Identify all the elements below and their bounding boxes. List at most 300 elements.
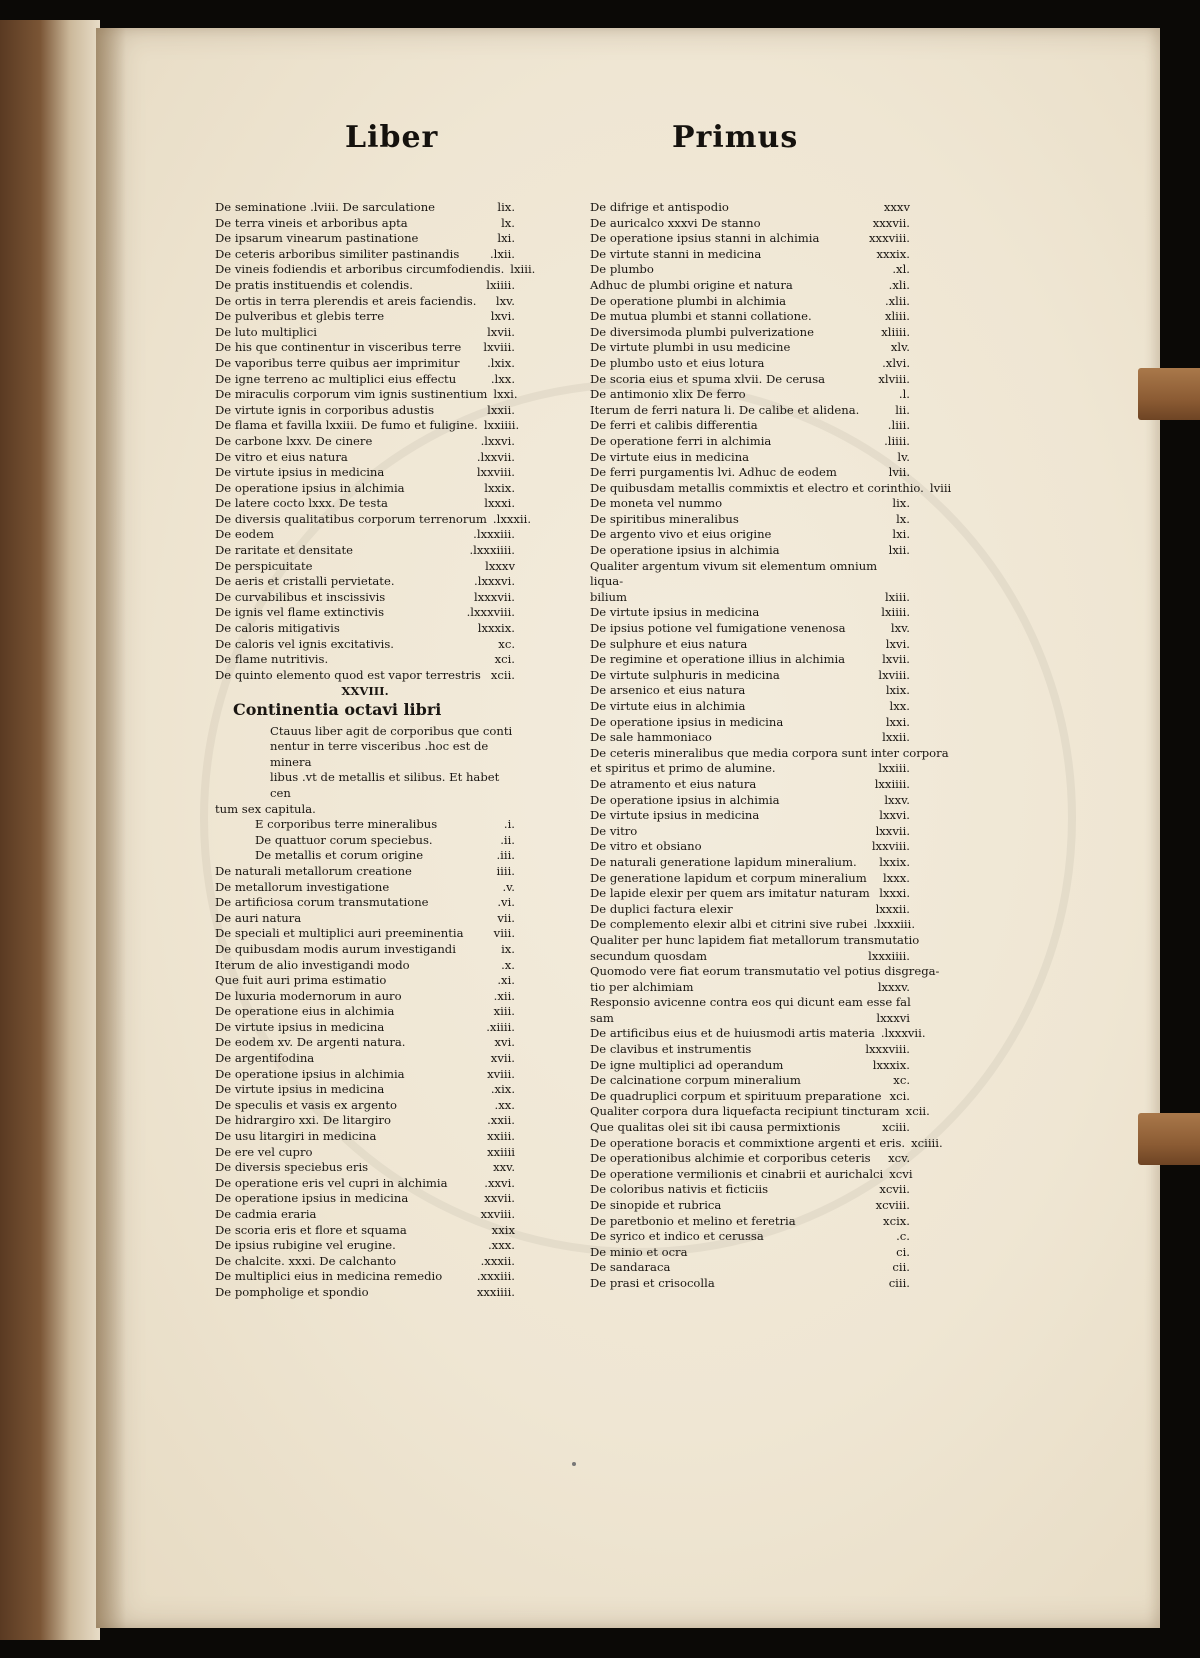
entry-text: De igne terreno ac multiplici eius effectu bbox=[215, 371, 457, 386]
entry-number: .lxxxiiii. bbox=[469, 543, 515, 558]
entry-text: De operatione ipsius in alchimia bbox=[215, 1066, 405, 1081]
entry-text: De hidrargiro xxi. De litargiro bbox=[215, 1113, 391, 1128]
entry-number: lxxx. bbox=[882, 870, 910, 885]
toc-entry bbox=[215, 668, 515, 684]
entry-text: De arsenico et eius natura bbox=[590, 683, 746, 698]
entry-text: De igne multiplici ad operandum bbox=[590, 1057, 784, 1072]
entry-text: De operatione ipsius stanni in alchimia bbox=[590, 231, 820, 246]
toc-entry bbox=[215, 450, 515, 466]
toc-entry bbox=[215, 1191, 515, 1207]
entry-number: lx. bbox=[896, 511, 910, 526]
entry-text: bilium bbox=[590, 589, 628, 604]
entry-text: De operatione ipsius in medicina bbox=[590, 714, 784, 729]
toc-entry bbox=[215, 880, 515, 896]
entry-text: De operatione ipsius in medicina bbox=[215, 1191, 409, 1206]
entry-text: De virtute ipsius in medicina bbox=[215, 1019, 385, 1034]
toc-entry bbox=[215, 511, 532, 528]
toc-entry bbox=[590, 699, 910, 715]
entry-text: De minio et ocra bbox=[590, 1244, 688, 1259]
entry-number: .xix. bbox=[490, 1082, 515, 1097]
entry-number: .lxii. bbox=[489, 246, 515, 261]
entry-number: xciiii. bbox=[911, 1135, 943, 1150]
entry-text: De speciali et multiplici auri preeminentia bbox=[215, 926, 464, 941]
toc-entry bbox=[590, 637, 910, 653]
toc-entry bbox=[215, 864, 515, 880]
entry-text: De operatione vermilionis et cinabrii et aurichalci bbox=[590, 1166, 884, 1181]
entry-text: De carbone lxxv. De cinere bbox=[215, 433, 373, 448]
toc-entry bbox=[590, 450, 910, 466]
entry-text: De lapide elexir per quem ars imitatur naturam bbox=[590, 886, 870, 901]
toc-entry bbox=[215, 387, 518, 403]
clasp-strap-top bbox=[1138, 368, 1200, 420]
entry-number: xc. bbox=[893, 1073, 910, 1088]
entry-number: lxxxii. bbox=[875, 901, 910, 916]
entry-text: De caloris mitigativis bbox=[215, 621, 340, 636]
entry-number: lxviii. bbox=[878, 667, 910, 682]
entry-number: lxxxiiii. bbox=[868, 948, 910, 963]
entry-number: lxxv. bbox=[884, 792, 910, 807]
toc-entry bbox=[215, 1113, 515, 1129]
entry-number: lxxviii. bbox=[871, 839, 910, 854]
entry-text: De ortis in terra plerendis et areis faciendis. bbox=[215, 293, 477, 308]
entry-text: De quinto elemento quod est vapor terrestris bbox=[215, 667, 481, 682]
toc-entry bbox=[215, 262, 536, 278]
entry-text: De vaporibus terre quibus aer imprimitur bbox=[215, 355, 460, 370]
entry-text: De coloribus nativis et ficticiis bbox=[590, 1182, 769, 1197]
toc-entry bbox=[215, 278, 515, 294]
entry-text: De virtute ipsius in medicina bbox=[215, 465, 385, 480]
entry-text: De complemento elexir albi et citrini sive rubei bbox=[590, 917, 868, 932]
entry-number: .lxxxvi. bbox=[474, 574, 515, 589]
entry-text: De operationibus alchimie et corporibus ceteris bbox=[590, 1151, 871, 1166]
entry-number: lxxvii. bbox=[875, 823, 910, 838]
entry-text: De operatione ipsius in alchimia bbox=[590, 543, 780, 558]
entry-number: .liiii. bbox=[884, 433, 910, 448]
entry-number: lxxxix. bbox=[872, 1057, 910, 1072]
entry-number: cii. bbox=[892, 1260, 910, 1275]
entry-text: De sandaraca bbox=[590, 1260, 671, 1275]
toc-entry bbox=[590, 1182, 910, 1198]
toc-entry bbox=[590, 1166, 913, 1183]
entry-number: lxvii. bbox=[882, 652, 910, 667]
toc-entry bbox=[590, 1276, 910, 1292]
toc-entry bbox=[215, 231, 515, 247]
entry-text: De ipsius potione vel fumigatione venenosa bbox=[590, 621, 846, 636]
toc-entry bbox=[215, 895, 515, 911]
entry-number: .xli. bbox=[888, 277, 910, 292]
entry-text: De calcinatione corpum mineralium bbox=[590, 1073, 801, 1088]
toc-entry bbox=[590, 1089, 910, 1105]
entry-number: lxx. bbox=[889, 699, 910, 713]
entry-text: De virtute plumbi in usu medicine bbox=[590, 340, 791, 355]
entry-text: Que fuit auri prima estimatio bbox=[215, 973, 387, 988]
entry-number: lxxxv. bbox=[877, 979, 910, 994]
entry-number: lxxix. bbox=[879, 854, 910, 869]
entry-number: lviii bbox=[929, 480, 952, 495]
entry-line: De ceteris mineralibus que media corpora sunt inter corpora bbox=[590, 745, 949, 760]
toc-entry bbox=[590, 1104, 930, 1120]
entry-number: xcix. bbox=[883, 1213, 910, 1228]
entry-text: De auricalco xxxvi De stanno bbox=[590, 215, 761, 230]
entry-text: De his que continentur in visceribus terre bbox=[215, 340, 462, 355]
entry-text: De argento vivo et eius origine bbox=[590, 527, 772, 542]
entry-number: .v. bbox=[502, 879, 515, 894]
left-page-edge bbox=[0, 20, 100, 1640]
entry-text: De atramento et eius natura bbox=[590, 776, 757, 791]
entry-number: xxxv bbox=[883, 200, 910, 214]
entry-number: xxv. bbox=[493, 1160, 515, 1175]
toc-entry bbox=[215, 543, 515, 559]
entry-text: De difrige et antispodio bbox=[590, 200, 729, 214]
wrapped-entry-tail bbox=[590, 590, 910, 606]
entry-text: De ferri purgamentis lvi. Adhuc de eodem bbox=[590, 465, 837, 480]
entry-text: De quibusdam modis aurum investigandi bbox=[215, 941, 456, 956]
entry-number: lii. bbox=[895, 402, 910, 417]
entry-text: Qualiter corpora dura liquefacta recipiunt tincturam bbox=[590, 1104, 900, 1119]
entry-number: .lxxxii. bbox=[492, 511, 532, 526]
toc-entry bbox=[590, 496, 910, 512]
entry-text: De diversis speciebus eris bbox=[215, 1160, 369, 1175]
entry-text: De pratis instituendis et colendis. bbox=[215, 277, 413, 292]
entry-number: vii. bbox=[497, 910, 515, 925]
toc-entry bbox=[215, 1254, 515, 1270]
entry-number: xxviii. bbox=[480, 1207, 515, 1221]
entry-number: xcvii. bbox=[879, 1182, 910, 1197]
entry-text: De vitro bbox=[590, 823, 638, 838]
wrapped-entry bbox=[590, 964, 940, 980]
toc-entry bbox=[215, 1269, 515, 1285]
toc-entry bbox=[215, 1223, 515, 1239]
entry-text: De metallorum investigatione bbox=[215, 879, 390, 894]
entry-number: lix. bbox=[497, 200, 515, 214]
toc-entry bbox=[215, 294, 515, 310]
entry-text: De plumbo usto et eius lotura bbox=[590, 355, 765, 370]
toc-entry bbox=[590, 621, 910, 637]
toc-entry bbox=[590, 480, 952, 497]
toc-entry bbox=[215, 1176, 515, 1192]
entry-text: De curvabilibus et inscissivis bbox=[215, 589, 386, 604]
entry-text: De pulveribus et glebis terre bbox=[215, 309, 385, 324]
wrapped-entry bbox=[590, 995, 910, 1011]
entry-number: lxxiiii. bbox=[874, 776, 910, 791]
toc-entry bbox=[590, 855, 910, 871]
entry-number: .xii. bbox=[493, 988, 515, 1003]
toc-entry bbox=[590, 777, 910, 793]
entry-number: .c. bbox=[896, 1229, 910, 1244]
toc-entry bbox=[215, 1051, 515, 1067]
toc-entry bbox=[215, 465, 515, 481]
entry-line: Quomodo vere fiat eorum transmutatio vel potius disgrega- bbox=[590, 964, 940, 979]
entry-text: Que qualitas olei sit ibi causa permixtionis bbox=[590, 1120, 841, 1135]
right-entry-list bbox=[590, 776, 916, 933]
entry-text: De auri natura bbox=[215, 910, 302, 925]
running-head-left: Liber bbox=[345, 120, 439, 155]
entry-number: lxxii. bbox=[487, 402, 515, 417]
entry-number: lxxxv bbox=[485, 558, 515, 573]
entry-text: De virtute ipsius in medicina bbox=[215, 1082, 385, 1097]
wrapped-entry-tail bbox=[590, 761, 910, 777]
toc-entry bbox=[590, 652, 910, 668]
entry-text: De virtute stanni in medicina bbox=[590, 246, 762, 261]
entry-number: ix. bbox=[501, 941, 515, 956]
toc-entry bbox=[590, 356, 910, 372]
toc-entry bbox=[215, 621, 515, 637]
entry-text: De ere vel cupro bbox=[215, 1144, 313, 1159]
entry-text: Iterum de ferri natura li. De calibe et alidena. bbox=[590, 402, 860, 417]
entry-number: lxxxi. bbox=[484, 496, 515, 511]
toc-entry bbox=[215, 926, 515, 942]
entry-number: lxiii. bbox=[510, 262, 536, 277]
entry-number: xiii. bbox=[493, 1004, 515, 1019]
entry-number: lxxviii. bbox=[476, 465, 515, 480]
entry-number: .xlvi. bbox=[882, 355, 910, 370]
right-entry-list bbox=[590, 200, 952, 559]
toc-entry bbox=[215, 1145, 515, 1161]
toc-entry bbox=[590, 1026, 926, 1042]
toc-entry bbox=[215, 989, 515, 1005]
entry-number: xxxix. bbox=[876, 246, 910, 261]
entry-number: lxxxi. bbox=[879, 886, 910, 901]
toc-entry bbox=[590, 1058, 910, 1074]
ink-dot bbox=[572, 1462, 576, 1466]
toc-entry bbox=[590, 543, 910, 559]
entry-number: ci. bbox=[896, 1244, 910, 1259]
toc-entry bbox=[590, 262, 910, 278]
entry-text: De operatione eius in alchimia bbox=[215, 1004, 395, 1019]
toc-entry bbox=[590, 403, 910, 419]
entry-text: De chalcite. xxxi. De calchanto bbox=[215, 1253, 397, 1268]
entry-number: .xxxiii. bbox=[476, 1269, 515, 1284]
entry-number: xcviii. bbox=[875, 1198, 910, 1212]
toc-entry bbox=[590, 1151, 910, 1167]
entry-number: xliiii. bbox=[881, 324, 910, 339]
toc-entry bbox=[215, 590, 515, 606]
toc-entry bbox=[215, 403, 515, 419]
left-column bbox=[215, 200, 536, 1301]
entry-text: De perspicuitate bbox=[215, 558, 313, 573]
toc-entry bbox=[215, 340, 515, 356]
entry-text: De sulphure et eius natura bbox=[590, 636, 748, 651]
entry-text: De mutua plumbi et stanni collatione. bbox=[590, 309, 812, 324]
entry-number: xxiii. bbox=[487, 1129, 515, 1144]
toc-entry bbox=[215, 1082, 515, 1098]
entry-number: lxvi. bbox=[490, 309, 515, 324]
toc-entry bbox=[215, 1020, 515, 1036]
entry-text: De virtute ipsius in medicina bbox=[590, 808, 760, 823]
entry-text: De syrico et indico et cerussa bbox=[590, 1229, 764, 1244]
entry-text: De eodem xv. De argenti natura. bbox=[215, 1035, 406, 1050]
entry-text: De terra vineis et arboribus apta bbox=[215, 215, 408, 230]
toc-entry bbox=[590, 340, 910, 356]
entry-number: xliii. bbox=[884, 309, 910, 324]
entry-number: xxix bbox=[491, 1222, 515, 1237]
intro-line: libus .vt de metallis et silibus. Et habet cen bbox=[270, 770, 500, 800]
entry-text: De ignis vel flame extinctivis bbox=[215, 605, 385, 620]
entry-text: tio per alchimiam bbox=[590, 979, 694, 994]
toc-entry bbox=[215, 434, 515, 450]
entry-number: .x. bbox=[501, 957, 515, 972]
entry-number: xlv. bbox=[890, 340, 910, 355]
entry-line: Qualiter argentum vivum sit elementum omnium liqua- bbox=[590, 558, 878, 589]
entry-number: lxix. bbox=[885, 683, 910, 698]
toc-entry bbox=[590, 1120, 910, 1136]
toc-entry bbox=[590, 917, 916, 933]
toc-entry bbox=[215, 1238, 515, 1254]
toc-entry bbox=[590, 418, 910, 434]
intro-line-tail: tum sex capitula. bbox=[215, 801, 316, 816]
entry-text: De scoria eius et spuma xlvii. De cerusa bbox=[590, 371, 826, 386]
entry-number: .xx. bbox=[494, 1097, 515, 1112]
entry-text: De naturali generatione lapidum mineralium. bbox=[590, 854, 857, 869]
entry-text: De miraculis corporum vim ignis sustinentium bbox=[215, 387, 488, 402]
toc-entry bbox=[590, 730, 910, 746]
toc-entry bbox=[215, 496, 515, 512]
entry-text: De virtute sulphuris in medicina bbox=[590, 667, 780, 682]
toc-entry bbox=[215, 958, 515, 974]
intro-line: nentur in terre visceribus .hoc est de minera bbox=[270, 739, 489, 769]
entry-text: De operatione ferri in alchimia bbox=[590, 433, 772, 448]
entry-text: De virtute ipsius in medicina bbox=[590, 605, 760, 620]
section-heading: Continentia octavi libri bbox=[233, 700, 442, 719]
entry-text: De operatione boracis et commixtione argenti et eris. bbox=[590, 1135, 906, 1150]
wrapped-entry-tail bbox=[590, 980, 910, 996]
entry-number: viii. bbox=[493, 926, 515, 941]
entry-text: De seminatione .lviii. De sarculatione bbox=[215, 200, 436, 214]
toc-entry bbox=[590, 247, 910, 263]
running-head-right: Primus bbox=[672, 120, 799, 155]
toc-entry bbox=[590, 683, 910, 699]
entry-number: xvii. bbox=[490, 1051, 515, 1066]
entry-text: E corporibus terre mineralibus bbox=[255, 817, 438, 832]
entry-text: De scoria eris et flore et squama bbox=[215, 1222, 407, 1237]
toc-entry bbox=[215, 372, 515, 388]
toc-entry bbox=[590, 1042, 910, 1058]
entry-text: De spiritibus mineralibus bbox=[590, 511, 739, 526]
entry-number: ciii. bbox=[888, 1275, 910, 1290]
toc-entry bbox=[590, 527, 910, 543]
entry-number: lxxxix. bbox=[477, 621, 515, 636]
entry-line: Qualiter per hunc lapidem fiat metallorum transmutatio bbox=[590, 932, 920, 947]
toc-entry bbox=[215, 652, 515, 668]
entry-number: xciii. bbox=[882, 1120, 910, 1135]
toc-entry bbox=[215, 848, 515, 864]
entry-number: .lxxxvii. bbox=[880, 1026, 926, 1041]
entry-text: De luxuria modernorum in auro bbox=[215, 988, 402, 1003]
toc-entry bbox=[590, 871, 910, 887]
wrapped-entry bbox=[590, 932, 920, 949]
entry-number: lxviii. bbox=[483, 340, 515, 355]
entry-text: De moneta vel nummo bbox=[590, 496, 723, 511]
entry-number: iiii. bbox=[496, 863, 515, 878]
toc-entry bbox=[590, 902, 910, 918]
entry-text: De regimine et operatione illius in alchimia bbox=[590, 652, 846, 667]
toc-entry bbox=[590, 434, 910, 450]
entry-number: lv. bbox=[897, 449, 910, 464]
left-entry-list bbox=[215, 200, 536, 683]
entry-number: xxxvii. bbox=[872, 215, 910, 230]
entry-text: De raritate et densitate bbox=[215, 543, 354, 558]
toc-entry bbox=[215, 817, 515, 833]
entry-text: De operatione eris vel cupri in alchimia bbox=[215, 1175, 448, 1190]
entry-text: De virtute eius in medicina bbox=[590, 449, 750, 464]
toc-entry bbox=[215, 1098, 515, 1114]
toc-entry bbox=[215, 574, 515, 590]
wrapped-entry-tail bbox=[590, 949, 910, 965]
entry-text: De paretbonio et melino et feretria bbox=[590, 1213, 796, 1228]
entry-number: xcii. bbox=[905, 1104, 930, 1119]
toc-entry bbox=[215, 973, 515, 989]
toc-entry bbox=[215, 1129, 515, 1145]
entry-text: De artificiosa corum transmutatione bbox=[215, 895, 429, 910]
toc-entry bbox=[590, 1229, 910, 1245]
entry-text: De argentifodina bbox=[215, 1051, 315, 1066]
wrapped-entry-tail bbox=[590, 1011, 910, 1027]
toc-entry bbox=[215, 309, 515, 325]
toc-entry bbox=[590, 278, 910, 294]
entry-number: lxiii. bbox=[884, 589, 910, 604]
toc-entry bbox=[215, 1004, 515, 1020]
toc-entry bbox=[590, 1245, 910, 1261]
entry-text: De ceteris arboribus similiter pastinandis bbox=[215, 246, 460, 261]
entry-number: lxi. bbox=[892, 527, 910, 542]
entry-text: De ipsarum vinearum pastinatione bbox=[215, 231, 419, 246]
entry-number: lix. bbox=[892, 496, 910, 511]
entry-text: De multiplici eius in medicina remedio bbox=[215, 1269, 443, 1284]
entry-text: De artificibus eius et de huiusmodi artis materia bbox=[590, 1026, 875, 1041]
entry-text: De virtute eius in alchimia bbox=[590, 699, 746, 713]
entry-text: De pompholige et spondio bbox=[215, 1284, 369, 1299]
entry-text: De duplici factura elexir bbox=[590, 901, 733, 916]
toc-entry bbox=[590, 294, 910, 310]
entry-number: .iii. bbox=[496, 848, 515, 863]
entry-number: lxxxvii. bbox=[474, 589, 515, 604]
entry-text: De caloris vel ignis excitativis. bbox=[215, 636, 394, 651]
entry-number: .xi. bbox=[497, 973, 515, 988]
entry-number: .liii. bbox=[887, 418, 910, 433]
entry-text: Adhuc de plumbi origine et natura bbox=[590, 277, 793, 292]
toc-entry bbox=[590, 325, 910, 341]
entry-text: Iterum de alio investigandi modo bbox=[215, 957, 410, 972]
toc-entry bbox=[215, 1285, 515, 1301]
toc-entry bbox=[590, 1198, 910, 1214]
entry-text: De sinopide et rubrica bbox=[590, 1198, 722, 1212]
entry-number: .lxxxiii. bbox=[473, 527, 515, 542]
toc-entry bbox=[215, 200, 515, 216]
entry-number: xxvii. bbox=[484, 1191, 515, 1206]
toc-entry bbox=[590, 1260, 910, 1276]
entry-text: De eodem bbox=[215, 527, 274, 542]
entry-text: De aeris et cristalli pervietate. bbox=[215, 574, 395, 589]
entry-text: secundum quosdam bbox=[590, 948, 707, 963]
entry-text: De cadmia eraria bbox=[215, 1207, 317, 1221]
entry-number: .lxxvii. bbox=[476, 449, 515, 464]
entry-number: .l. bbox=[898, 387, 910, 402]
entry-text: De vineis fodiendis et arboribus circumfodiendis. bbox=[215, 262, 505, 277]
toc-entry bbox=[215, 325, 515, 341]
entry-number: lxxxviii. bbox=[865, 1042, 910, 1057]
entry-number: lvii. bbox=[888, 465, 910, 480]
entry-line: Responsio avicenne contra eos qui dicunt eam esse fal bbox=[590, 995, 911, 1010]
toc-entry bbox=[215, 605, 515, 621]
entry-text: De sale hammoniaco bbox=[590, 730, 712, 745]
toc-entry bbox=[590, 808, 910, 824]
entry-number: .lxix. bbox=[487, 355, 515, 370]
entry-number: .lxxxiii. bbox=[873, 917, 916, 932]
toc-entry bbox=[590, 668, 910, 684]
toc-entry bbox=[590, 1073, 910, 1089]
entry-text: De generatione lapidum et corpum mineralium bbox=[590, 870, 867, 885]
entry-number: lxvii. bbox=[487, 324, 515, 339]
